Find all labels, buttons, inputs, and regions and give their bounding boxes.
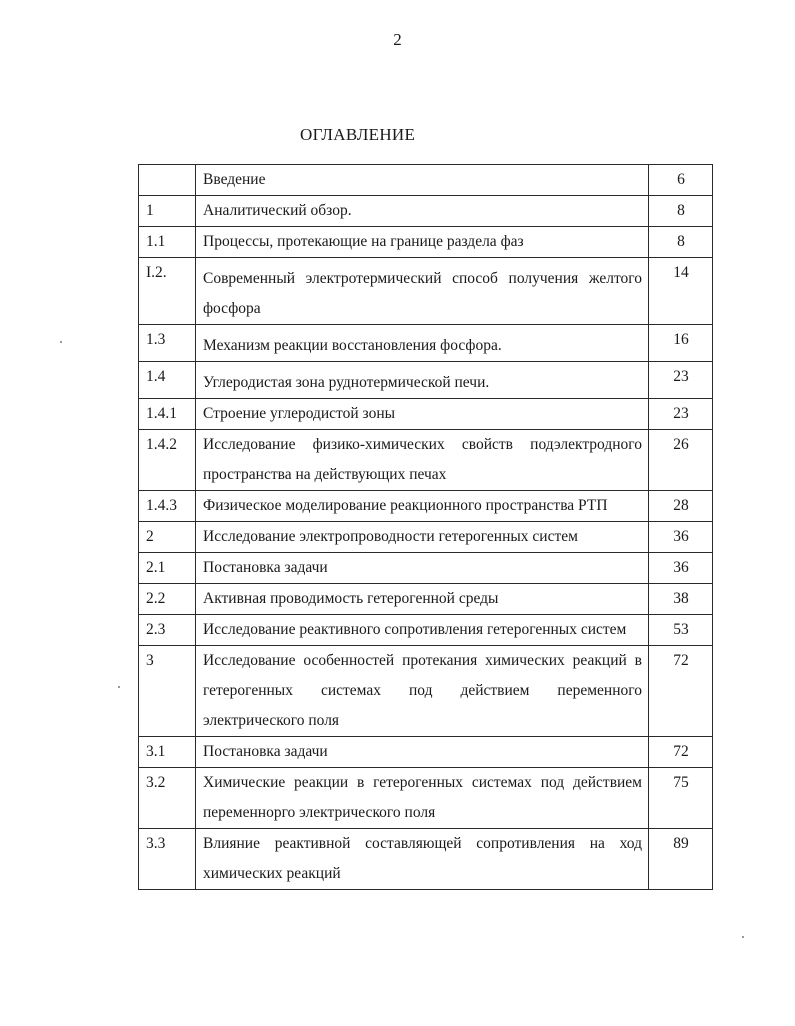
table-row xyxy=(139,646,713,737)
section-number: 3 xyxy=(139,646,196,737)
section-title: Активная проводимость гетерогенной среды xyxy=(196,584,649,615)
section-number: 3.3 xyxy=(139,829,196,890)
section-title: Введение xyxy=(196,165,649,196)
page-title: ОГЛАВЛЕНИЕ xyxy=(300,125,416,144)
table-row xyxy=(139,584,713,615)
table-row xyxy=(139,227,713,258)
table-row xyxy=(139,362,713,399)
section-number: 1.1 xyxy=(139,227,196,258)
section-page: 28 xyxy=(649,491,713,522)
section-page: 36 xyxy=(649,522,713,553)
section-number: 1 xyxy=(139,196,196,227)
section-number: 1.4.2 xyxy=(139,430,196,491)
section-title: Аналитический обзор. xyxy=(196,196,649,227)
section-page: 26 xyxy=(649,430,713,491)
section-title: Механизм реакции восстановления фосфора. xyxy=(196,325,649,362)
table-row xyxy=(139,522,713,553)
section-page: 14 xyxy=(649,258,713,325)
scan-speck xyxy=(742,936,744,938)
table-row xyxy=(139,430,713,491)
table-row xyxy=(139,768,713,829)
section-number: 2.1 xyxy=(139,553,196,584)
table-row xyxy=(139,491,713,522)
section-page: 36 xyxy=(649,553,713,584)
table-row xyxy=(139,829,713,890)
section-page: 23 xyxy=(649,362,713,399)
scan-speck xyxy=(60,341,62,343)
section-page: 16 xyxy=(649,325,713,362)
section-title: Углеродистая зона руднотермической печи. xyxy=(196,362,649,399)
section-page: 6 xyxy=(649,165,713,196)
table-row xyxy=(139,399,713,430)
section-page: 23 xyxy=(649,399,713,430)
table-of-contents xyxy=(138,164,713,890)
table-row xyxy=(139,325,713,362)
section-title: Исследование электропроводности гетерогенных систем xyxy=(196,522,649,553)
section-number: 3.1 xyxy=(139,737,196,768)
table-row xyxy=(139,258,713,325)
section-title: Химические реакции в гетерогенных системах под действием переменнорго электрического поля xyxy=(196,768,649,829)
section-page: 8 xyxy=(649,196,713,227)
section-page: 53 xyxy=(649,615,713,646)
section-number: I.2. xyxy=(139,258,196,325)
section-page: 89 xyxy=(649,829,713,890)
section-title: Исследование физико-химических свойств подэлектродного пространства на действующих печах xyxy=(196,430,649,491)
section-page: 75 xyxy=(649,768,713,829)
section-title: Исследование реактивного сопротивления гетерогенных систем xyxy=(196,615,649,646)
section-number xyxy=(139,165,196,196)
section-number: 2.2 xyxy=(139,584,196,615)
section-number: 2 xyxy=(139,522,196,553)
section-page: 8 xyxy=(649,227,713,258)
section-title: Строение углеродистой зоны xyxy=(196,399,649,430)
table-row xyxy=(139,196,713,227)
table-row xyxy=(139,553,713,584)
section-page: 38 xyxy=(649,584,713,615)
section-title: Исследование особенностей протекания химических реакций в гетерогенных системах под действием переменного электрического поля xyxy=(196,646,649,737)
section-title: Постановка задачи xyxy=(196,737,649,768)
section-title: Процессы, протекающие на границе раздела фаз xyxy=(196,227,649,258)
section-number: 1.3 xyxy=(139,325,196,362)
section-title: Влияние реактивной составляющей сопротивления на ход химических реакций xyxy=(196,829,649,890)
table-row xyxy=(139,737,713,768)
section-number: 1.4 xyxy=(139,362,196,399)
table-row xyxy=(139,165,713,196)
section-title: Современный электротермический способ получения желтого фосфора xyxy=(196,258,649,325)
section-title: Постановка задачи xyxy=(196,553,649,584)
section-number: 1.4.1 xyxy=(139,399,196,430)
page-number: 2 xyxy=(393,30,402,49)
scan-speck xyxy=(118,686,120,688)
section-number: 1.4.3 xyxy=(139,491,196,522)
section-page: 72 xyxy=(649,737,713,768)
section-page: 72 xyxy=(649,646,713,737)
section-number: 2.3 xyxy=(139,615,196,646)
section-number: 3.2 xyxy=(139,768,196,829)
section-title: Физическое моделирование реакционного пространства РТП xyxy=(196,491,649,522)
table-row xyxy=(139,615,713,646)
